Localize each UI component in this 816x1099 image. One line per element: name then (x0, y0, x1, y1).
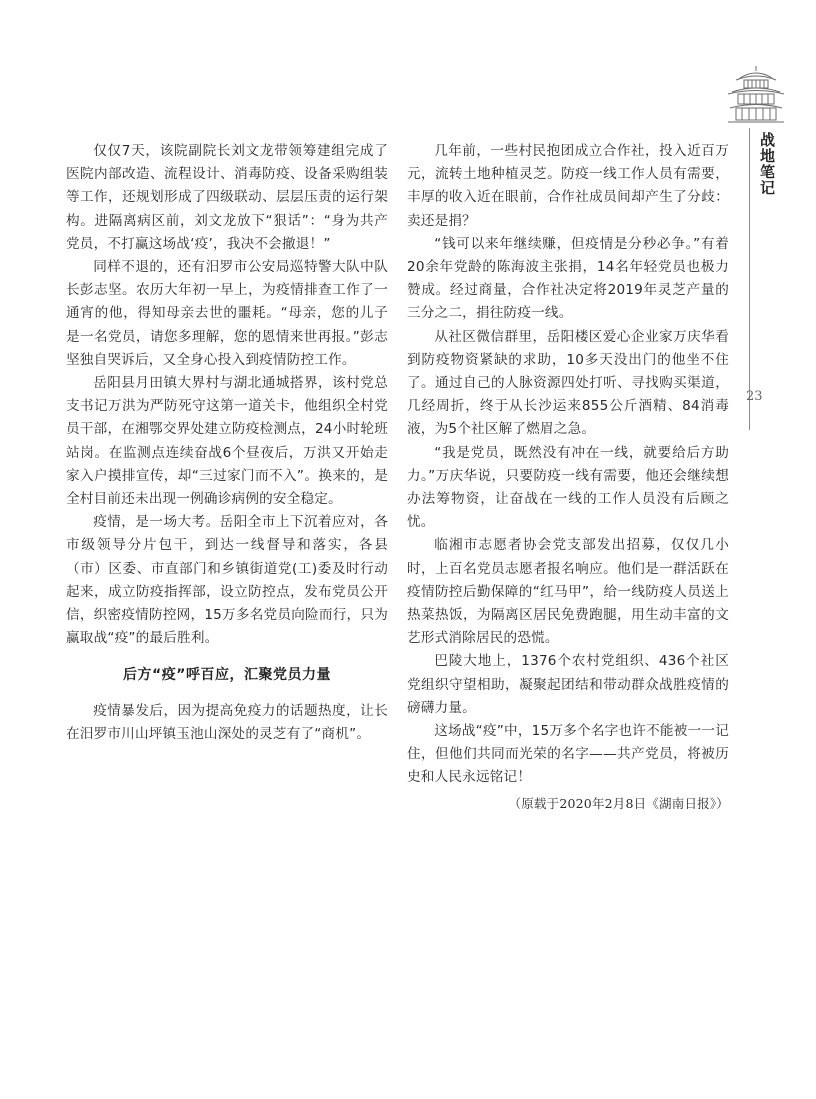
paragraph: 岳阳县月田镇大界村与湖北通城搭界，该村党总支书记万洪为严防死守这第一道关卡，他组织全村党员干部，在湘鄂交界处建立防疫检测点，24小时轮班站岗。在监测点连续奋战6个昼夜后，万洪又开始走家入户摸排宣传，却“三过家门而不入”。换来的，是全村目前还未出现一例确诊病例的安全稳定。 (66, 375, 388, 508)
side-divider-line (749, 128, 750, 430)
paragraph: 这场战“疫”中，15万多个名字也许不能被一一记住，但他们共同而光荣的名字——共产党员，将被历史和人民永远铭记！ (407, 723, 729, 786)
paragraph: “我是党员，既然没有冲在一线，就要给后方助力。”万庆华说，只要防疫一线有需要，他还会继续想办法筹物资，让奋战在一线的工作人员没有后顾之忧。 (407, 444, 729, 531)
right-column (407, 140, 729, 815)
source-note: （原载于2020年2月8日《湖南日报》） (508, 795, 729, 811)
pavilion-icon (726, 62, 786, 126)
paragraph: 同样不退的，还有汨罗市公安局巡特警大队中队长彭志坚。农历大年初一早上，为疫情排查工作了一通宵的他，得知母亲去世的噩耗。“母亲，您的儿子是一名党员，请您多理解，您的恩情来世再报。”彭志坚独自哭诉后，又全身心投入到疫情防控工作。 (66, 259, 388, 368)
paragraph: 几年前，一些村民抱团成立合作社，投入近百万元，流转土地种植灵芝。防疫一线工作人员有需要，丰厚的收入近在眼前，合作社成员间却产生了分歧：卖还是捐？ (407, 143, 729, 229)
paragraph: 巴陵大地上，1376个农村党组织、436个社区党组织守望相助，凝聚起团结和带动群众战胜疫情的磅礴力量。 (407, 653, 729, 716)
paragraph: 仅仅7天，该院副院长刘文龙带领筹建组完成了医院内部改造、流程设计、消毒防疫、设备采购组装等工作，还规划形成了四级联动、层层压责的运行架构。进隔离病区前，刘文龙放下“狠话”：“身为共产党员，不打赢这场战‘疫’，我决不会撤退！” (66, 143, 388, 252)
section-title: 战地笔记 (758, 132, 776, 196)
paragraph: 疫情，是一场大考。岳阳全市上下沉着应对，各市级领导分片包干，到达一线督导和落实，各县（市）区委、市直部门和乡镇街道党(工)委及时行动起来，成立防疫指挥部，设立防控点，发布党员公开信，织密疫情防控网，15万多名党员向险而行，只为赢取战“疫”的最后胜利。 (66, 514, 388, 647)
paragraph: 疫情暴发后，因为提高免疫力的话题热度，让长在汨罗市川山坪镇玉池山深处的灵芝有了“商机”。 (66, 702, 388, 742)
page-number: 23 (746, 389, 763, 404)
left-column (66, 140, 388, 746)
paragraph: 临湘市志愿者协会党支部发出招募，仅仅几小时，上百名党员志愿者报名响应。他们是一群活跃在疫情防控后勤保障的“红马甲”，给一线防疫人员送上热菜热饭，为隔离区居民免费跑腿，用生动丰富的文艺形式消除居民的恐慌。 (407, 537, 729, 647)
section-subheading: 后方“疫”呼百应，汇聚党员力量 (123, 667, 331, 684)
paragraph: 从社区微信群里，岳阳楼区爱心企业家万庆华看到防疫物资紧缺的求助，10多天没出门的他坐不住了。通过自己的人脉资源四处打听、寻找购买渠道，几经周折，终于从长沙运来855公斤酒精、84消毒液，为5个社区解了燃眉之急。 (407, 328, 729, 438)
side-decoration (726, 62, 786, 422)
paragraph: “钱可以来年继续赚，但疫情是分秒必争。”有着20余年党龄的陈海波主张捐，14名年轻党员也极力赞成。经过商量，合作社决定将2019年灵芝产量的三分之二，捐往防疫一线。 (407, 235, 729, 322)
